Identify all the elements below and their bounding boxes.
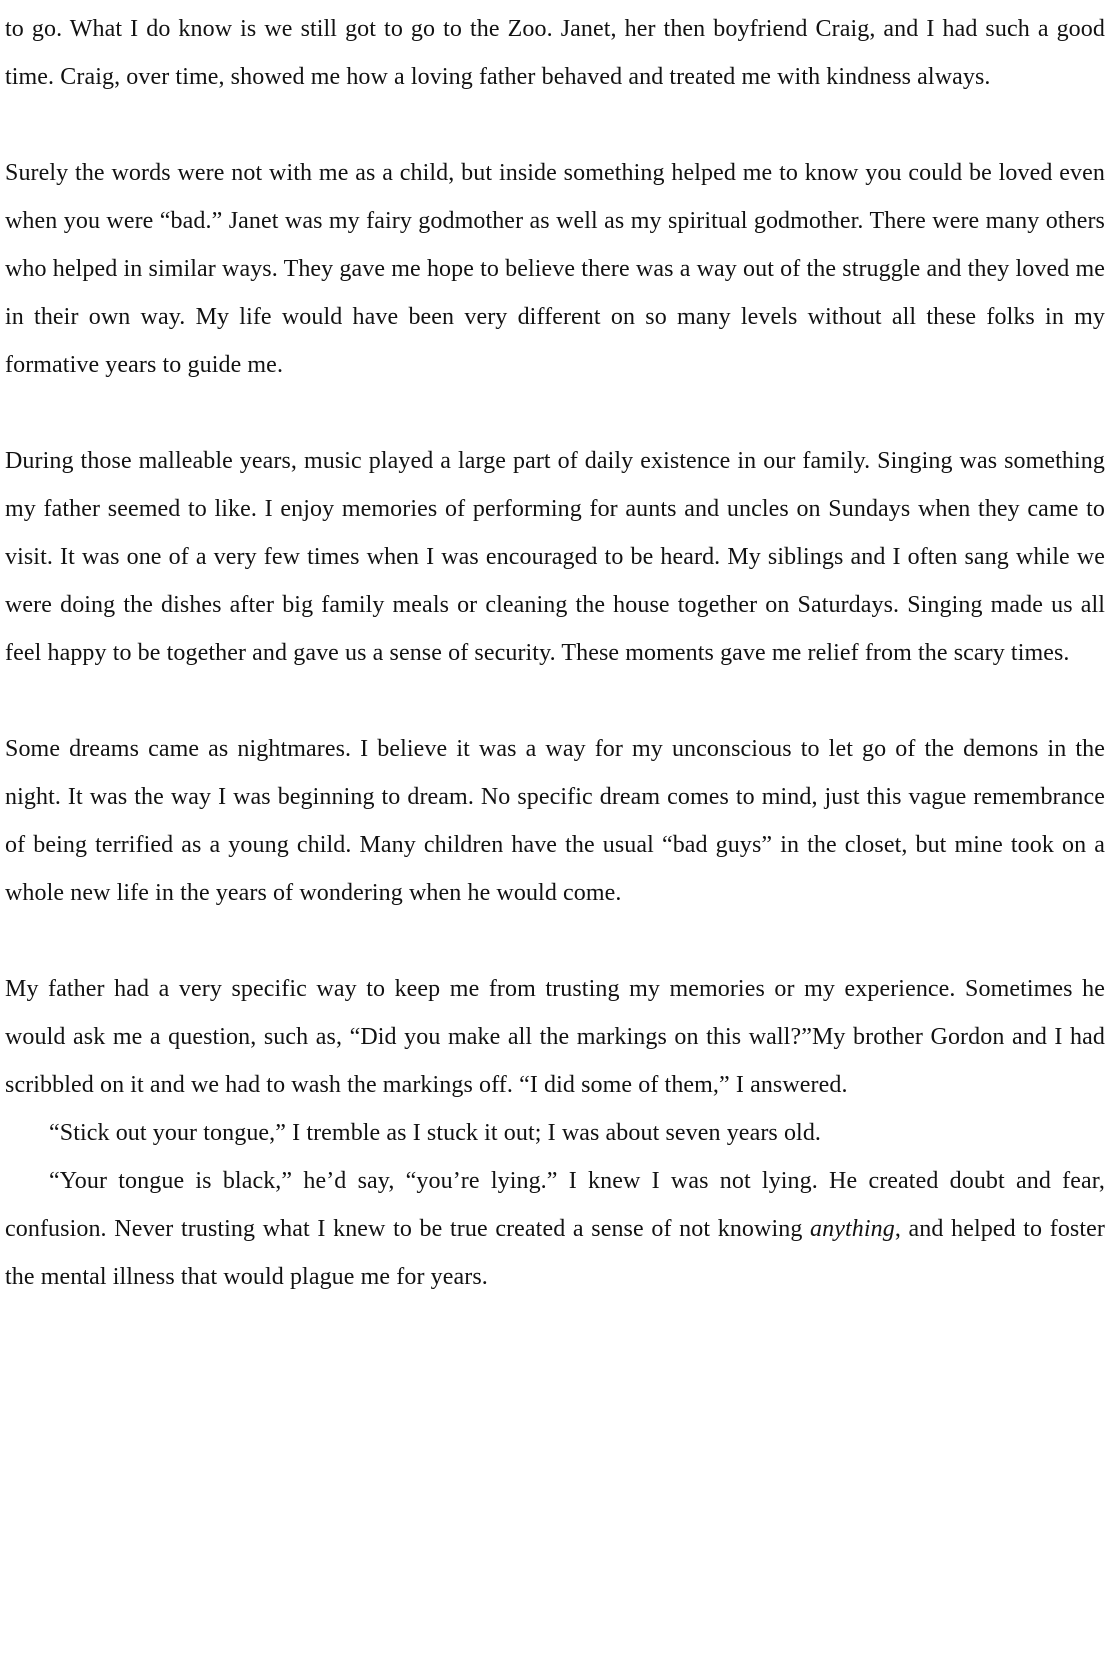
paragraph: My father had a very specific way to keep me from trusting my memories or my experience. Sometimes he would ask me a question, such as, “Did you make all the markings on this wall?”My brother Gordon and I had scribbled on it and we had to wash the markings off. “I did some of them,” I answered.	[5, 976, 1105, 1098]
paragraph: Some dreams came as nightmares. I believe it was a way for my unconscious to let go of the demons in the night. It was the way I was beginning to dream. No specific dream comes to mind, just this vague remembrance of being terrified as a young child. Many children have the usual “bad guys” in the closet, but mine took on a whole new life in the years of wondering when he would come.	[5, 736, 1105, 906]
text-run: , and helped to foster the mental illness that would plague me for years.	[5, 1216, 1105, 1290]
paragraph: Surely the words were not with me as a child, but inside something helped me to know you could be loved even when you were “bad.” Janet was my fairy godmother as well as my spiritual godmother. There were many others who helped in similar ways. They gave me hope to believe there was a way out of the struggle and they loved me in their own way. My life would have been very different on so many levels without all these folks in my formative years to guide me.	[5, 160, 1105, 378]
paragraph: During those malleable years, music played a large part of daily existence in our family. Singing was something my father seemed to like. I enjoy memories of performing for aunts and uncles on Sundays when they came to visit. It was one of a very few times when I was encouraged to be heard. My siblings and I often sang while we were doing the dishes after big family meals or cleaning the house together on Saturdays. Singing made us all feel happy to be together and gave us a sense of security. These moments gave me relief from the scary times.	[5, 448, 1105, 666]
text-run: “Your tongue is black,” he’d say, “you’re lying.” I knew I was not lying. He created doubt and fear, confusion. Never trusting what I knew to be true created a sense of not knowing	[5, 1168, 1105, 1242]
paragraph-dialogue	[5, 1157, 1105, 1301]
text-run-italic: anything	[810, 1216, 895, 1242]
paragraph-dialogue: “Stick out your tongue,” I tremble as I stuck it out; I was about seven years old.	[49, 1120, 822, 1146]
paragraph-continuation: to go. What I do know is we still got to go to the Zoo. Janet, her then boyfriend Craig, and I had such a good time. Craig, over time, showed me how a loving father behaved and treated me with kindness always.	[5, 16, 1105, 90]
